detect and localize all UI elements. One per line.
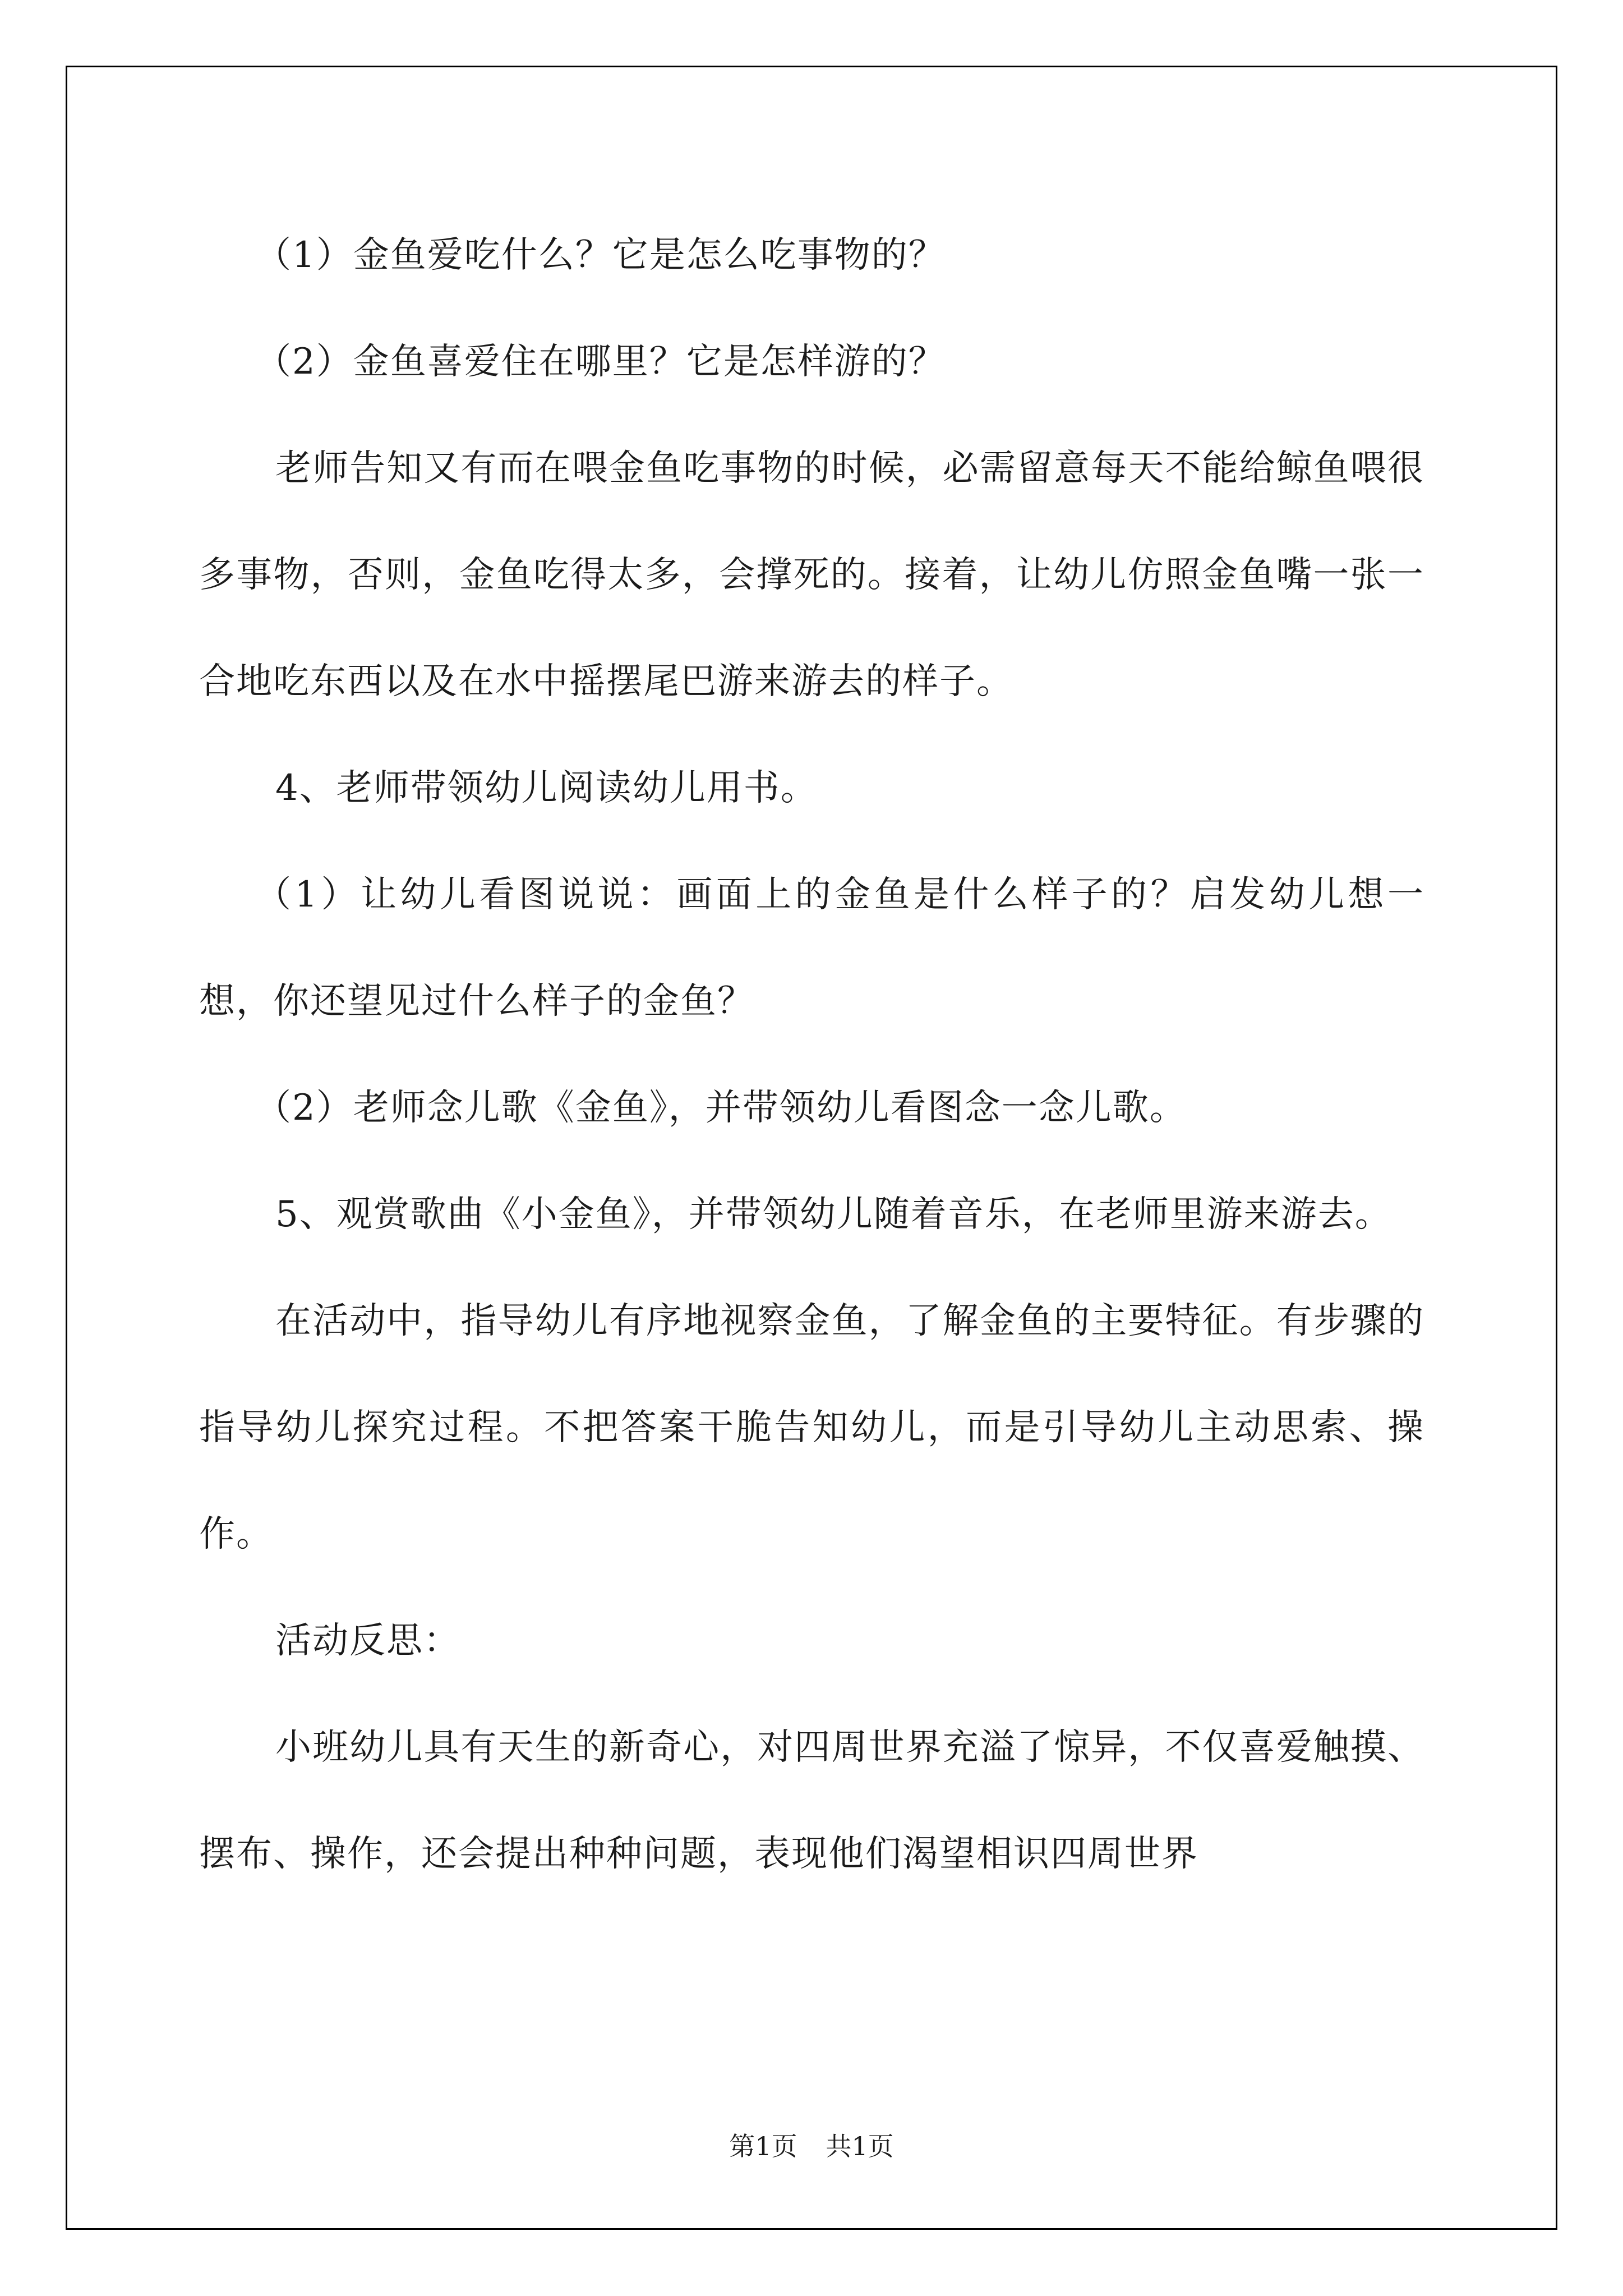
paragraph-reflection: 小班幼儿具有天生的新奇心，对四周世界充溢了惊异，不仅喜爱触摸、摆布、操作，还会提出种种问题，表现他们渴望相识四周世界 (199, 1727, 1424, 1875)
paragraph-question-2: （2）金鱼喜爱住在哪里？它是怎样游的？ (255, 341, 946, 383)
heading-activity-reflection: 活动反思： (275, 1620, 460, 1662)
page-total: 共1页 (826, 2131, 894, 2161)
page-number: 第1页 (729, 2131, 797, 2161)
paragraph-step-4: 4、老师带领幼儿阅读幼儿用书。 (275, 767, 818, 809)
paragraph-step-4-item-1: （1）让幼儿看图说说：画面上的金鱼是什么样子的？启发幼儿想一想，你还望见过什么样子的金鱼？ (199, 874, 1424, 1022)
document-body (199, 202, 1424, 1907)
paragraph-guidance: 在活动中，指导幼儿有序地视察金鱼，了解金鱼的主要特征。有步骤的指导幼儿探究过程。不把答案干脆告知幼儿，而是引导幼儿主动思索、操作。 (199, 1300, 1424, 1555)
page-footer (0, 2126, 1623, 2163)
paragraph-step-4-item-2: （2）老师念儿歌《金鱼》，并带领幼儿看图念一念儿歌。 (255, 1087, 1187, 1129)
paragraph-step-5: 5、观赏歌曲《小金鱼》，并带领幼儿随着音乐，在老师里游来游去。 (275, 1194, 1392, 1235)
paragraph-question-1: （1）金鱼爱吃什么？它是怎么吃事物的？ (255, 234, 946, 276)
paragraph-teacher-note: 老师告知又有而在喂金鱼吃事物的时候，必需留意每天不能给鲸鱼喂很多事物，否则，金鱼吃得太多，会撑死的。接着，让幼儿仿照金鱼嘴一张一合地吃东西以及在水中摇摆尾巴游来游去的样子。 (199, 448, 1424, 702)
